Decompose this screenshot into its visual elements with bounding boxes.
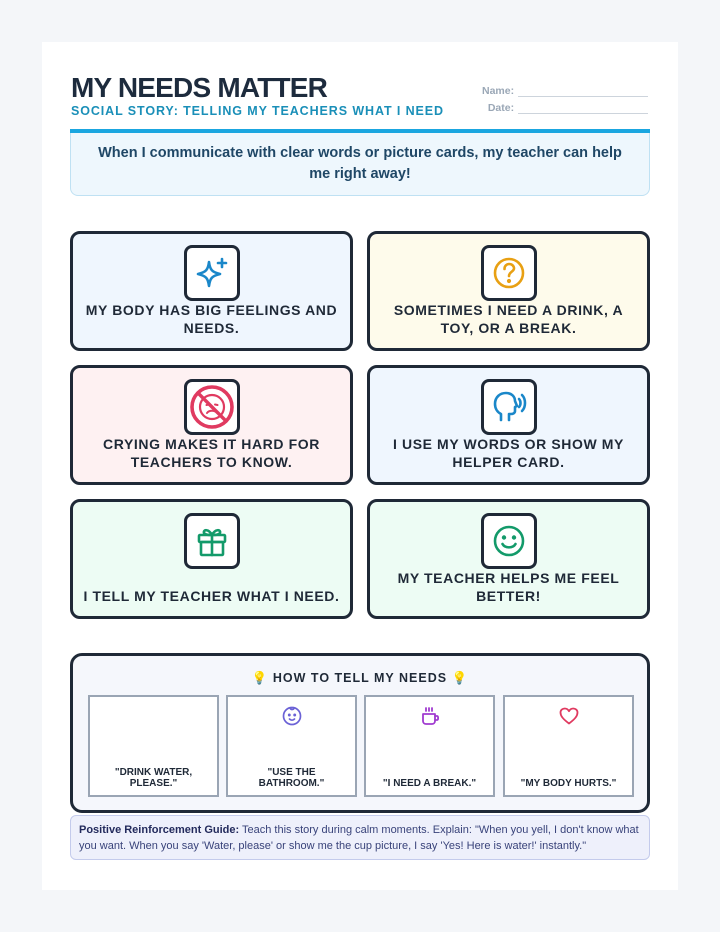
page-title: MY NEEDS MATTER xyxy=(71,72,328,103)
name-field[interactable] xyxy=(518,85,648,97)
need-card-4[interactable] xyxy=(503,695,634,797)
smile-icon xyxy=(481,513,537,569)
story-card-text: I USE MY WORDS OR SHOW MY HELPER CARD. xyxy=(393,436,624,470)
story-card-text: CRYING MAKES IT HARD FOR TEACHERS TO KNOW. xyxy=(103,436,320,470)
story-card-text: MY BODY HAS BIG FEELINGS AND NEEDS. xyxy=(85,302,338,336)
story-card-4 xyxy=(367,365,650,485)
guide-label: Positive Reinforcement Guide: xyxy=(79,824,240,836)
story-card-5 xyxy=(70,499,353,619)
need-card-1[interactable] xyxy=(88,695,219,797)
need-card-2[interactable] xyxy=(226,695,357,797)
story-card-text: I TELL MY TEACHER WHAT I NEED. xyxy=(83,588,340,604)
how-to-panel xyxy=(70,653,650,813)
date-field[interactable] xyxy=(518,102,648,114)
need-card-label: "DRINK WATER, PLEASE." xyxy=(114,767,193,789)
question-circle-icon xyxy=(481,245,537,301)
story-card-2 xyxy=(367,231,650,351)
date-label: Date: xyxy=(487,102,515,114)
page-subtitle: SOCIAL STORY: TELLING MY TEACHERS WHAT I NEED xyxy=(71,104,444,118)
story-card-text: SOMETIMES I NEED A DRINK, A TOY, OR A BREAK. xyxy=(393,302,624,336)
heart-icon xyxy=(558,705,580,727)
need-card-label: "USE THE BATHROOM." xyxy=(258,767,325,789)
speaking-head-icon xyxy=(481,379,537,435)
guide-text: Teach this story during calm moments. Explain: "When you yell, I don't know what you want. When you say 'Water, please' or show me the cup picture, I say 'Yes! Here is water!' instantly." xyxy=(79,824,639,852)
need-card-3[interactable] xyxy=(364,695,495,797)
story-card-6 xyxy=(367,499,650,619)
gift-icon xyxy=(184,513,240,569)
name-label: Name: xyxy=(482,85,515,97)
baby-face-icon xyxy=(281,705,303,727)
reinforcement-guide xyxy=(70,815,650,860)
name-date-fields xyxy=(482,80,648,114)
story-card-1 xyxy=(70,231,353,351)
date-row xyxy=(482,97,648,114)
need-card-label: "MY BODY HURTS." xyxy=(520,778,617,789)
need-card-label: "I NEED A BREAK." xyxy=(382,778,477,789)
coffee-cup-icon xyxy=(419,705,441,727)
name-row xyxy=(482,80,648,97)
sparkles-icon xyxy=(184,245,240,301)
how-to-title: 💡 HOW TO TELL MY NEEDS 💡 xyxy=(251,671,469,685)
worksheet xyxy=(42,42,678,890)
story-card-text: MY TEACHER HELPS ME FEEL BETTER! xyxy=(397,570,620,604)
no-crying-icon xyxy=(184,379,240,435)
intro-box: When I communicate with clear words or picture cards, my teacher can help me right away! xyxy=(70,133,650,196)
story-card-3 xyxy=(70,365,353,485)
